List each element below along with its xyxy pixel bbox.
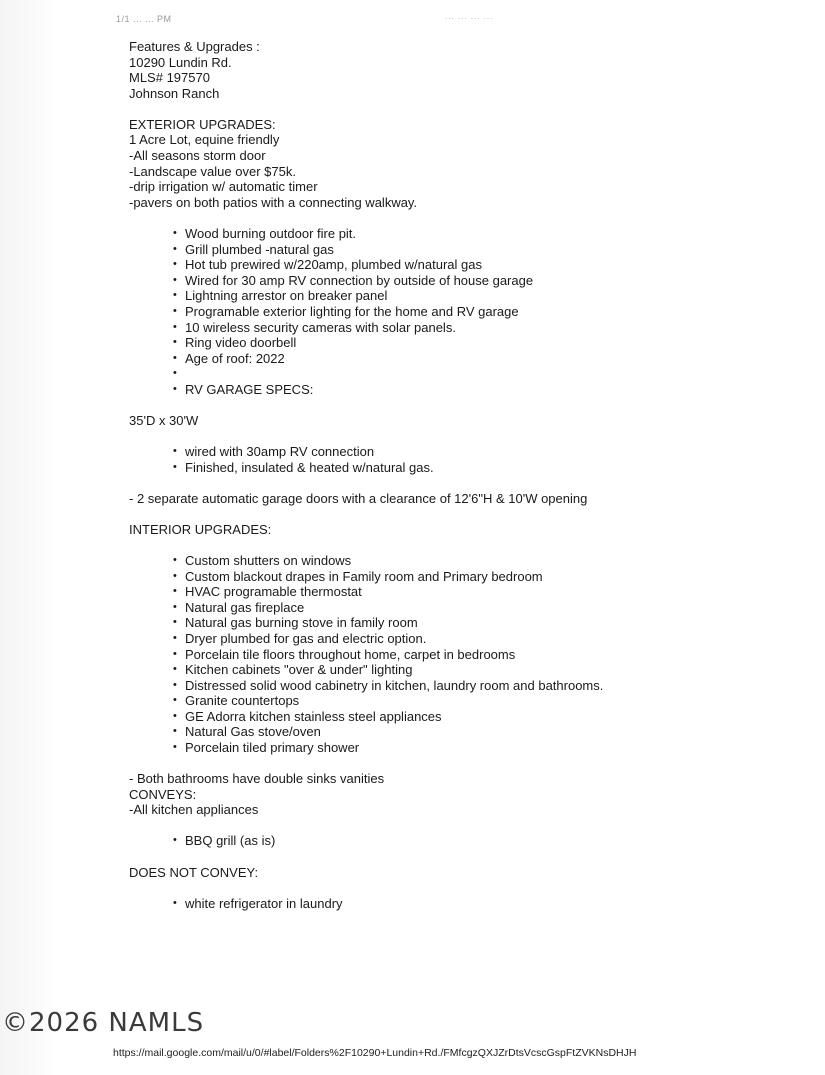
list-item: • Distressed solid wood cabinetry in kitchen, laundry room and bathrooms. [173, 678, 769, 694]
list-item: • white refrigerator in laundry [173, 896, 769, 912]
exterior-line: -All seasons storm door [129, 148, 266, 164]
scan-shadow-edge [0, 0, 56, 1075]
list-item: • Natural gas burning stove in family room [173, 615, 769, 631]
list-item: • GE Adorra kitchen stainless steel appliances [173, 709, 769, 725]
section-title-exterior: EXTERIOR UPGRADES: [129, 116, 276, 132]
list-item: • wired with 30amp RV connection [173, 444, 769, 460]
list-item: • BBQ grill (as is) [173, 833, 769, 849]
list-item: • Dryer plumbed for gas and electric option. [173, 631, 769, 647]
list-item: • Wired for 30 amp RV connection by outside of house garage [173, 273, 769, 289]
section-title-interior: INTERIOR UPGRADES: [129, 521, 272, 537]
section-title-conveys: CONVEYS: [129, 786, 197, 802]
print-footer-url: https://mail.google.com/mail/u/0/#label/Folders%2F10290+Lundin+Rd./FMfcgzQXJZrDtsVcscGspFtZVKNsDHJH [113, 1047, 637, 1059]
document-heading [129, 39, 769, 101]
list-item: • Wood burning outdoor fire pit. [173, 226, 769, 242]
print-header-title: ... ... ... ... [445, 12, 494, 21]
heading-line: Features & Upgrades : [129, 39, 260, 54]
list-item: • Granite countertops [173, 693, 769, 709]
rv-bullet-list [129, 444, 769, 475]
section-title-does-not-convey: DOES NOT CONVEY: [129, 864, 259, 880]
list-item: • Custom shutters on windows [173, 553, 769, 569]
exterior-line: -Landscape value over $75k. [129, 163, 296, 179]
list-item: • Grill plumbed -natural gas [173, 242, 769, 258]
exterior-bullet-list [129, 226, 769, 398]
list-item: • Finished, insulated & heated w/natural gas. [173, 460, 769, 476]
list-item: • Custom blackout drapes in Family room and Primary bedroom [173, 569, 769, 585]
heading-subdivision: Johnson Ranch [129, 85, 220, 101]
list-item-empty [173, 366, 769, 382]
not-convey-bullet-list [129, 896, 769, 912]
print-header-timestamp: 1/1 ... ... PM [116, 14, 172, 24]
list-item: • HVAC programable thermostat [173, 584, 769, 600]
bathrooms-line: - Both bathrooms have double sinks vanities [129, 771, 385, 787]
list-item: • Age of roof: 2022 [173, 351, 769, 367]
exterior-line: -pavers on both patios with a connecting walkway. [129, 194, 418, 210]
list-item: • Kitchen cabinets "over & under" lighting [173, 662, 769, 678]
conveys-bullet-list [129, 833, 769, 849]
exterior-line: -drip irrigation w/ automatic timer [129, 179, 318, 195]
list-item: • 10 wireless security cameras with solar panels. [173, 320, 769, 336]
heading-mls: MLS# 197570 [129, 70, 210, 86]
list-item: • Lightning arrestor on breaker panel [173, 288, 769, 304]
list-item: • Programable exterior lighting for the home and RV garage [173, 304, 769, 320]
list-item: • Ring video doorbell [173, 335, 769, 351]
document-body [129, 39, 769, 911]
list-item: • Natural Gas stove/oven [173, 724, 769, 740]
rv-garage-dimensions: 35'D x 30'W [129, 412, 199, 428]
list-item: • RV GARAGE SPECS: [173, 382, 769, 398]
list-item: • Porcelain tiled primary shower [173, 740, 769, 756]
copyright-watermark: ©2026 NAMLS [2, 1008, 205, 1038]
list-item: • Hot tub prewired w/220amp, plumbed w/natural gas [173, 257, 769, 273]
heading-address: 10290 Lundin Rd. [129, 54, 232, 70]
list-item: • Natural gas fireplace [173, 600, 769, 616]
garage-doors-line: - 2 separate automatic garage doors with a clearance of 12'6"H & 10'W opening [129, 490, 588, 506]
exterior-line: 1 Acre Lot, equine friendly [129, 132, 280, 148]
conveys-line: -All kitchen appliances [129, 802, 259, 818]
interior-bullet-list [129, 553, 769, 756]
list-item: • Porcelain tile floors throughout home, carpet in bedrooms [173, 647, 769, 663]
